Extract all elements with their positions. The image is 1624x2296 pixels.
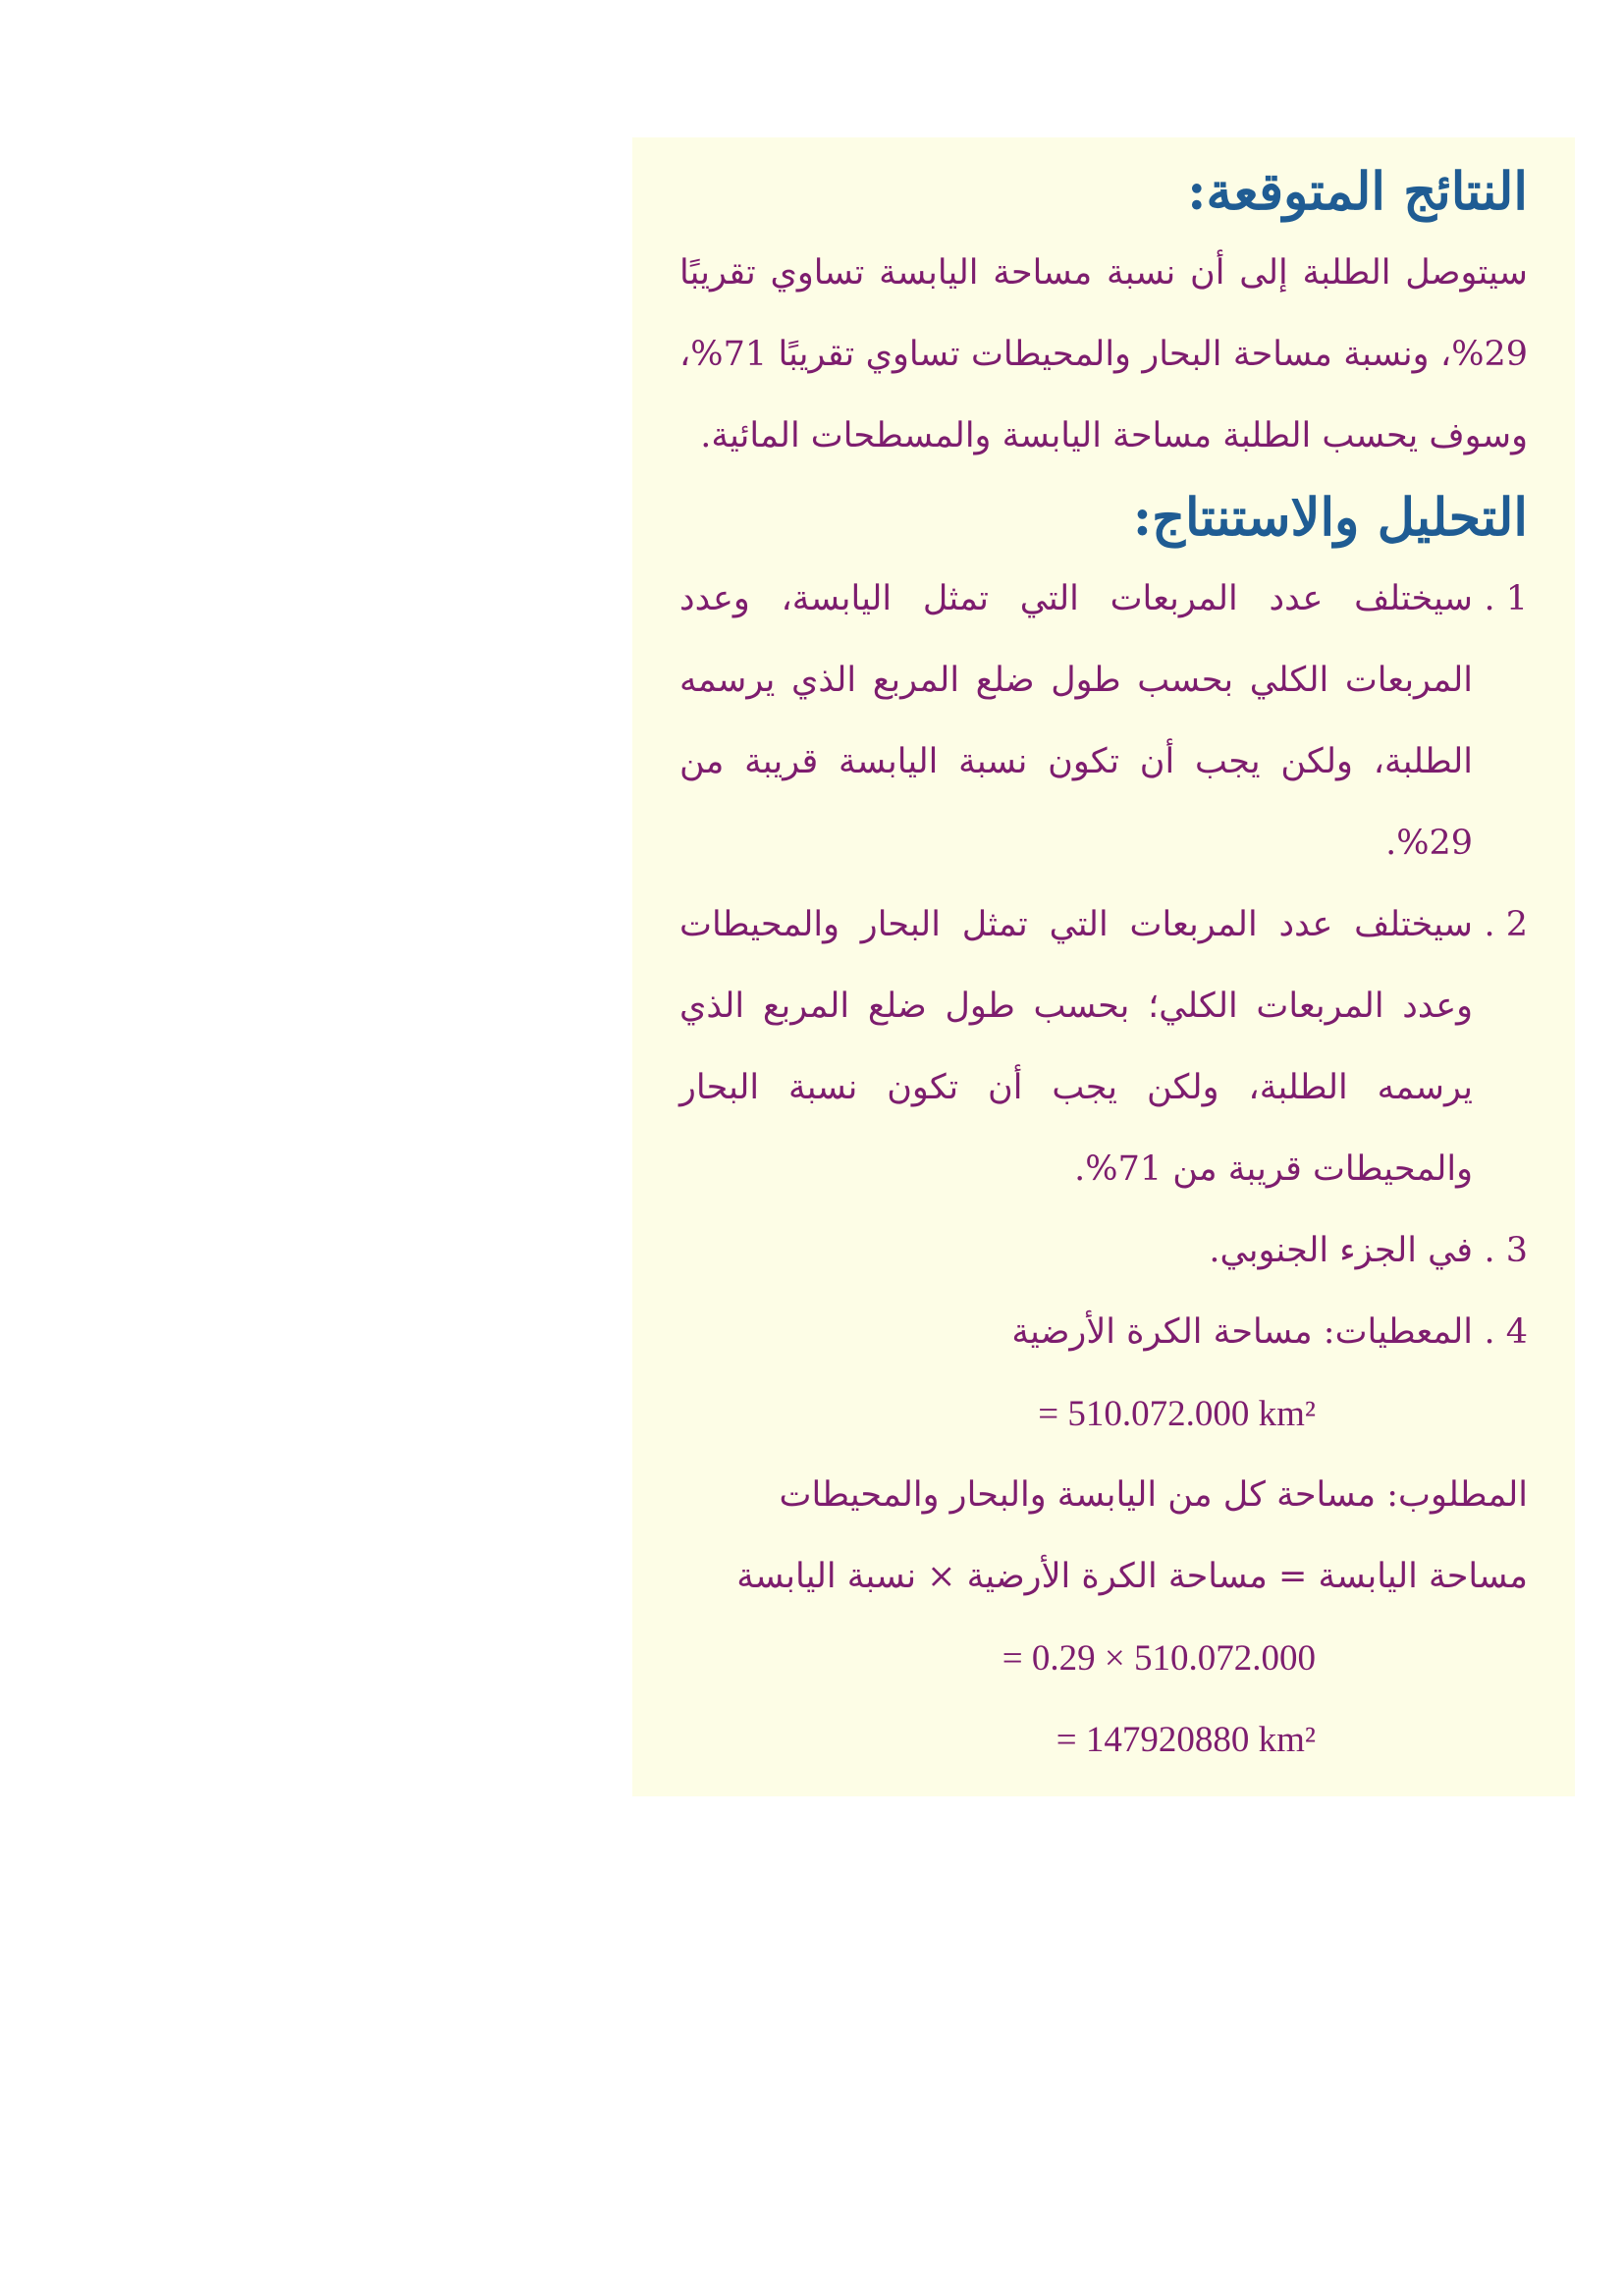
page-content <box>679 151 1528 1781</box>
list-item <box>679 559 1528 884</box>
analysis-heading: التحليل والاستنتاج: <box>1132 488 1528 548</box>
list-item <box>679 1292 1528 1373</box>
expected-results-text: سيتوصل الطلبة إلى أن نسبة مساحة اليابسة تساوي تقريبًا 29%، ونسبة مساحة البحار والمحيطات تساوي تقريبًا 71%، وسوف يحسب الطلبة مساحة اليابسة والمسطحات المائية. <box>679 253 1528 455</box>
analysis-list <box>679 559 1528 1373</box>
item-text: سيختلف عدد المربعات التي تمثل البحار والمحيطات وعدد المربعات الكلي؛ بحسب طول ضلع المربع الذي يرسمه الطلبة، ولكن يجب أن تكون نسبة البحار والمحيطات قريبة من 71%. <box>679 905 1474 1189</box>
given-value: = 510.072.000 km² <box>1038 1394 1316 1434</box>
item-text: سيختلف عدد المربعات التي تمثل اليابسة، وعدد المربعات الكلي بحسب طول ضلع المربع الذي يرسمه الطلبة، ولكن يجب أن تكون نسبة اليابسة قريبة من 29%. <box>679 579 1473 863</box>
content-panel <box>632 137 1575 1796</box>
item-number: 2 . <box>1484 905 1528 944</box>
expected-results-heading: النتائج المتوقعة: <box>1187 162 1528 222</box>
list-item <box>679 884 1528 1210</box>
earth-area-equation <box>679 1373 1528 1455</box>
calculation <box>679 1618 1528 1781</box>
item-number: 4 . <box>1484 1312 1528 1352</box>
item-number: 3 . <box>1484 1231 1528 1270</box>
formula-text: مساحة اليابسة = مساحة الكرة الأرضية × نسبة اليابسة <box>736 1557 1528 1596</box>
item-text: في الجزء الجنوبي. <box>1209 1231 1473 1270</box>
item-text: المعطيات: مساحة الكرة الأرضية <box>1011 1312 1473 1352</box>
calc-line-2: = 147920880 km² <box>1056 1720 1316 1760</box>
list-item <box>679 1210 1528 1292</box>
calc-line-1: = 0.29 × 510.072.000 <box>1001 1638 1316 1679</box>
required-text: المطلوب: مساحة كل من اليابسة والبحار والمحيطات <box>779 1475 1528 1515</box>
item-number: 1 . <box>1484 579 1528 618</box>
